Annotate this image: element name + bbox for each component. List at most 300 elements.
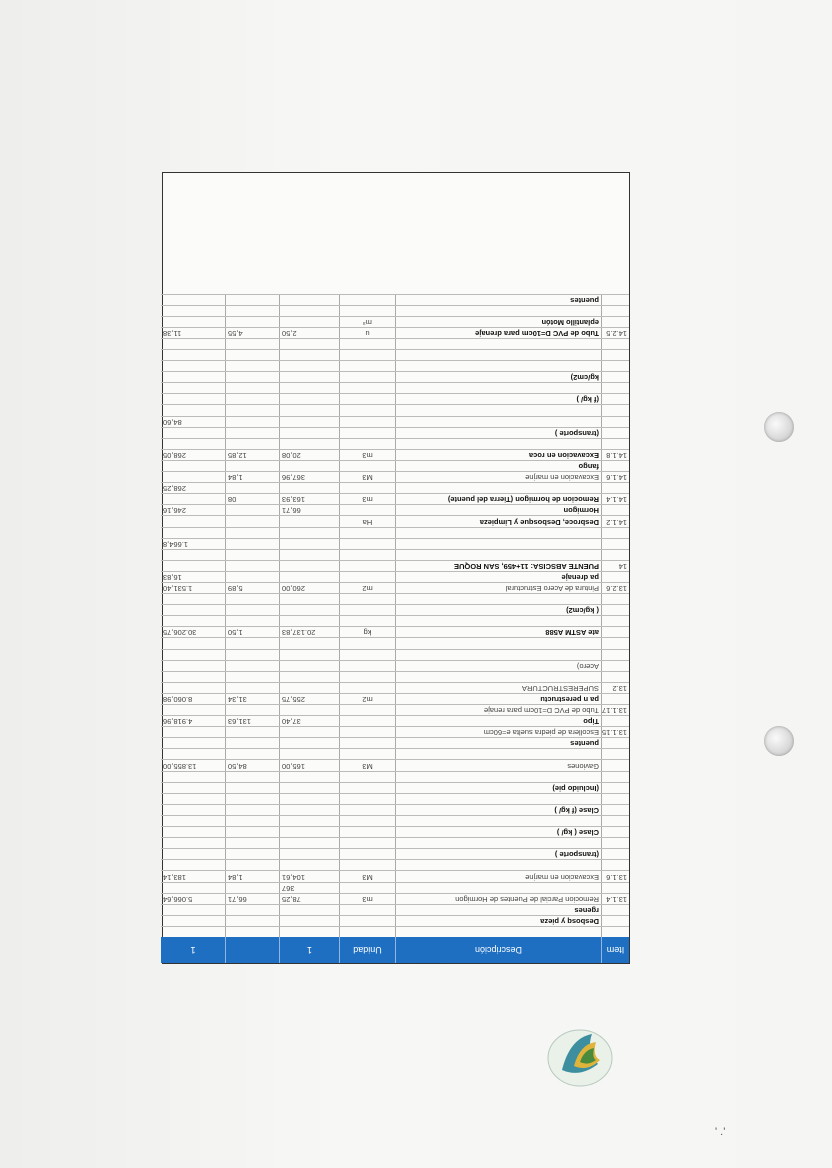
- table-row: [161, 848, 629, 859]
- item-cell: [601, 883, 629, 893]
- item-cell: [601, 761, 629, 771]
- unit-cell: [339, 483, 395, 493]
- total-cell: [161, 683, 225, 693]
- unit-price-cell: [225, 827, 279, 837]
- total-cell: [161, 295, 225, 305]
- description-cell: (transporte ): [395, 849, 601, 859]
- total-cell: [161, 406, 225, 416]
- quantity-cell: [279, 394, 339, 404]
- unit-cell: [339, 394, 395, 404]
- unit-price-cell: [225, 616, 279, 626]
- unit-price-cell: [225, 461, 279, 471]
- unit-price-cell: 08: [225, 494, 279, 504]
- table-row: [161, 882, 629, 893]
- description-cell: [395, 306, 601, 316]
- description-cell: puentes: [395, 295, 601, 305]
- total-cell: [161, 827, 225, 837]
- unit-cell: [339, 916, 395, 926]
- description-cell: Tipo: [395, 716, 601, 726]
- unit-price-cell: [225, 650, 279, 660]
- description-cell: [395, 406, 601, 416]
- quantity-cell: 20.137,83: [279, 627, 339, 637]
- item-cell: 14.1.4: [601, 494, 629, 504]
- unit-price-cell: [225, 361, 279, 371]
- unit-cell: [339, 295, 395, 305]
- unit-cell: [339, 361, 395, 371]
- item-cell: [601, 616, 629, 626]
- total-cell: [161, 672, 225, 682]
- total-cell: [161, 383, 225, 393]
- quantity-cell: [279, 539, 339, 549]
- unit-price-cell: [225, 516, 279, 526]
- punch-hole-upper: [764, 412, 794, 442]
- item-cell: [601, 838, 629, 848]
- quantity-cell: [279, 594, 339, 604]
- quantity-cell: [279, 794, 339, 804]
- table-row: [161, 804, 629, 815]
- item-cell: [601, 383, 629, 393]
- unit-cell: m3: [339, 494, 395, 504]
- total-cell: [161, 394, 225, 404]
- unit-cell: [339, 794, 395, 804]
- item-cell: [601, 816, 629, 826]
- unit-cell: [339, 716, 395, 726]
- description-cell: Gaviones: [395, 761, 601, 771]
- description-cell: [395, 439, 601, 449]
- total-cell: [161, 594, 225, 604]
- description-cell: SUPERESTRUCTURA: [395, 683, 601, 693]
- item-cell: [601, 605, 629, 615]
- description-cell: Tubo de PVC D=10cm para renaje: [395, 705, 601, 715]
- unit-price-cell: [225, 849, 279, 859]
- unit-cell: [339, 383, 395, 393]
- total-cell: [161, 883, 225, 893]
- table-row: [161, 571, 629, 582]
- description-cell: rgenes: [395, 905, 601, 915]
- quantity-cell: 78,25: [279, 894, 339, 904]
- unit-price-cell: 1,84: [225, 472, 279, 482]
- item-cell: 14.1.8: [601, 450, 629, 460]
- item-cell: [601, 716, 629, 726]
- unit-cell: [339, 528, 395, 538]
- total-cell: [161, 339, 225, 349]
- unit-cell: m2: [339, 583, 395, 593]
- quantity-cell: [279, 772, 339, 782]
- description-cell: [395, 339, 601, 349]
- total-cell: [161, 428, 225, 438]
- total-cell: [161, 772, 225, 782]
- item-cell: [601, 627, 629, 637]
- item-cell: [601, 572, 629, 582]
- unit-price-cell: [225, 672, 279, 682]
- quantity-cell: [279, 805, 339, 815]
- unit-cell: m3: [339, 894, 395, 904]
- unit-price-cell: 4,55: [225, 328, 279, 338]
- unit-cell: [339, 505, 395, 515]
- quantity-cell: 255,75: [279, 694, 339, 704]
- quantity-cell: [279, 428, 339, 438]
- unit-price-cell: [225, 550, 279, 560]
- punch-hole-lower: [764, 726, 794, 756]
- description-cell: [395, 594, 601, 604]
- budget-table: [162, 172, 630, 964]
- unit-price-cell: 12,85: [225, 450, 279, 460]
- unit-price-cell: [225, 816, 279, 826]
- table-row: [161, 327, 629, 338]
- item-cell: [601, 772, 629, 782]
- item-cell: [601, 417, 629, 427]
- description-cell: [395, 550, 601, 560]
- description-cell: [395, 417, 601, 427]
- total-cell: [161, 927, 225, 937]
- table-row: [161, 826, 629, 837]
- quantity-cell: [279, 783, 339, 793]
- unit-price-cell: [225, 683, 279, 693]
- unit-cell: [339, 339, 395, 349]
- unit-cell: [339, 439, 395, 449]
- description-cell: [395, 616, 601, 626]
- unit-cell: [339, 905, 395, 915]
- unit-price-cell: [225, 927, 279, 937]
- description-cell: [395, 672, 601, 682]
- item-cell: 14: [601, 561, 629, 571]
- description-cell: [395, 539, 601, 549]
- unit-price-cell: [225, 339, 279, 349]
- description-cell: (transporte ): [395, 428, 601, 438]
- unit-cell: [339, 727, 395, 737]
- table-row: [161, 760, 629, 771]
- description-cell: [395, 883, 601, 893]
- unit-cell: M3: [339, 761, 395, 771]
- table-row: [161, 926, 629, 937]
- total-cell: [161, 516, 225, 526]
- description-cell: ate ASTM A588: [395, 627, 601, 637]
- total-cell: 8.060,98: [163, 695, 193, 705]
- unit-price-cell: 5,89: [225, 583, 279, 593]
- description-cell: Escollera de piedra suelta e=60cm: [395, 727, 601, 737]
- unit-cell: [339, 772, 395, 782]
- unit-price-cell: [225, 705, 279, 715]
- total-cell: [161, 361, 225, 371]
- item-cell: 14.1.2: [601, 516, 629, 526]
- unit-price-cell: [225, 306, 279, 316]
- unit-price-cell: [225, 417, 279, 427]
- total-cell: 1.664,8: [163, 539, 189, 549]
- quantity-cell: [279, 372, 339, 382]
- description-cell: Desbosq y pieza: [395, 916, 601, 926]
- table-row: [161, 682, 629, 693]
- unit-cell: [339, 650, 395, 660]
- unit-price-cell: 66,71: [225, 894, 279, 904]
- quantity-cell: [279, 816, 339, 826]
- unit-cell: [339, 672, 395, 682]
- quantity-cell: [279, 561, 339, 571]
- unit-cell: [339, 461, 395, 471]
- item-cell: [601, 860, 629, 870]
- total-cell: [161, 905, 225, 915]
- total-cell: [161, 783, 225, 793]
- table-row: [161, 382, 629, 393]
- unit-price-cell: [225, 350, 279, 360]
- unit-cell: [339, 406, 395, 416]
- unit-cell: [339, 816, 395, 826]
- unit-cell: m3: [339, 450, 395, 460]
- unit-price-cell: [225, 572, 279, 582]
- unit-price-cell: [225, 317, 279, 327]
- unit-price-cell: [225, 838, 279, 848]
- total-cell: 268,25: [163, 484, 186, 494]
- quantity-cell: 367: [279, 883, 339, 893]
- item-cell: [601, 528, 629, 538]
- description-cell: pa n perestructu: [395, 694, 601, 704]
- header-item: Item: [601, 937, 629, 963]
- table-row: [161, 615, 629, 626]
- item-cell: [601, 394, 629, 404]
- company-logo-icon: [540, 1020, 620, 1090]
- quantity-cell: [279, 638, 339, 648]
- quantity-cell: [279, 350, 339, 360]
- quantity-cell: [279, 827, 339, 837]
- description-cell: Clase ( kg/ ): [395, 827, 601, 837]
- unit-price-cell: [225, 505, 279, 515]
- item-cell: [601, 694, 629, 704]
- unit-cell: [339, 550, 395, 560]
- table-row: [161, 815, 629, 826]
- description-cell: eplantillo Motón: [395, 317, 601, 327]
- table-row: [161, 693, 629, 704]
- total-cell: [161, 705, 225, 715]
- unit-price-cell: [225, 439, 279, 449]
- quantity-cell: 260,00: [279, 583, 339, 593]
- table-row: [161, 316, 629, 327]
- description-cell: [395, 650, 601, 660]
- quantity-cell: 2,50: [279, 328, 339, 338]
- table-row: [161, 637, 629, 648]
- table-row: [161, 504, 629, 515]
- unit-cell: [339, 372, 395, 382]
- unit-price-cell: [225, 794, 279, 804]
- unit-cell: [339, 539, 395, 549]
- unit-price-cell: 31,34: [225, 694, 279, 704]
- quantity-cell: [279, 727, 339, 737]
- table-row: [161, 915, 629, 926]
- unit-price-cell: [225, 372, 279, 382]
- total-cell: [161, 738, 225, 748]
- quantity-cell: [279, 317, 339, 327]
- unit-cell: [339, 860, 395, 870]
- table-row: [161, 737, 629, 748]
- item-cell: [601, 794, 629, 804]
- total-cell: [161, 372, 225, 382]
- description-cell: kg/cm2): [395, 372, 601, 382]
- unit-price-cell: 84,50: [225, 761, 279, 771]
- table-row: [161, 837, 629, 848]
- quantity-cell: [279, 306, 339, 316]
- quantity-cell: [279, 738, 339, 748]
- total-cell: 11,38: [163, 328, 182, 338]
- total-cell: [161, 727, 225, 737]
- unit-cell: kg: [339, 627, 395, 637]
- description-cell: Desbroce, Desbosque y Limpieza: [395, 516, 601, 526]
- unit-cell: [339, 561, 395, 571]
- quantity-cell: [279, 295, 339, 305]
- unit-cell: [339, 883, 395, 893]
- table-row: [161, 771, 629, 782]
- description-cell: puentes: [395, 738, 601, 748]
- description-cell: Clase (f kg/ ): [395, 805, 601, 815]
- total-cell: [161, 650, 225, 660]
- quantity-cell: [279, 439, 339, 449]
- item-cell: [601, 550, 629, 560]
- description-cell: (f kg/ ): [395, 394, 601, 404]
- description-cell: [395, 638, 601, 648]
- total-cell: 16,83: [163, 573, 182, 582]
- total-cell: [161, 306, 225, 316]
- item-cell: [601, 406, 629, 416]
- unit-cell: [339, 738, 395, 748]
- unit-cell: M3: [339, 871, 395, 881]
- total-cell: 1.531,40: [163, 584, 193, 594]
- description-cell: Remocion de hormigon (Tierra del puente): [395, 494, 601, 504]
- unit-price-cell: [225, 638, 279, 648]
- table-row: [161, 460, 629, 471]
- item-cell: [601, 539, 629, 549]
- unit-cell: M3: [339, 472, 395, 482]
- quantity-cell: 37,40: [279, 716, 339, 726]
- total-cell: [161, 794, 225, 804]
- unit-cell: [339, 661, 395, 671]
- quantity-cell: [279, 339, 339, 349]
- table-row: [161, 726, 629, 737]
- total-cell: 246,16: [163, 506, 186, 516]
- quantity-cell: 104,61: [279, 871, 339, 881]
- total-cell: [161, 317, 225, 327]
- unit-cell: [339, 805, 395, 815]
- table-row: [161, 782, 629, 793]
- unit-price-cell: [225, 594, 279, 604]
- unit-price-cell: [225, 605, 279, 615]
- quantity-cell: [279, 650, 339, 660]
- unit-cell: [339, 306, 395, 316]
- quantity-cell: 20,08: [279, 450, 339, 460]
- total-cell: [161, 550, 225, 560]
- item-cell: [601, 439, 629, 449]
- unit-price-cell: [225, 916, 279, 926]
- unit-cell: [339, 594, 395, 604]
- item-cell: 14.2.5: [601, 328, 629, 338]
- quantity-cell: [279, 361, 339, 371]
- item-cell: 13.2.6: [601, 583, 629, 593]
- description-cell: PUENTE ABSCISA: 11+459, SAN ROQUE: [395, 561, 601, 571]
- table-row: [161, 449, 629, 460]
- header-total: 1: [190, 945, 196, 955]
- item-cell: [601, 827, 629, 837]
- description-cell: Excavacion en roca: [395, 450, 601, 460]
- unit-cell: Ha: [339, 516, 395, 526]
- table-row: [161, 527, 629, 538]
- header-unidad: Unidad: [339, 937, 395, 963]
- table-row: [161, 660, 629, 671]
- item-cell: [601, 805, 629, 815]
- description-cell: Excavacion en marjne: [395, 472, 601, 482]
- unit-cell: [339, 849, 395, 859]
- table-row: [161, 515, 629, 526]
- unit-price-cell: [225, 539, 279, 549]
- description-cell: Excavacion en marjne: [395, 871, 601, 881]
- table-row: [161, 416, 629, 427]
- quantity-cell: [279, 905, 339, 915]
- quantity-cell: 163,93: [279, 494, 339, 504]
- unit-cell: [339, 927, 395, 937]
- table-row: [161, 649, 629, 660]
- unit-price-cell: 1,84: [225, 871, 279, 881]
- item-cell: [601, 638, 629, 648]
- unit-price-cell: [225, 905, 279, 915]
- total-cell: [161, 849, 225, 859]
- table-row: [161, 338, 629, 349]
- description-cell: Hormigon: [395, 505, 601, 515]
- unit-price-cell: [225, 428, 279, 438]
- unit-price-cell: [225, 528, 279, 538]
- table-row: [161, 438, 629, 449]
- unit-price-cell: [225, 805, 279, 815]
- item-cell: [601, 428, 629, 438]
- description-cell: [395, 749, 601, 759]
- description-cell: [395, 927, 601, 937]
- budget-table-region: [162, 172, 630, 964]
- corner-mark: ' .': [715, 1126, 726, 1138]
- item-cell: [601, 483, 629, 493]
- quantity-cell: [279, 749, 339, 759]
- description-cell: Remocion Parcial de Puentes de Hormigon: [395, 894, 601, 904]
- unit-cell: m2: [339, 694, 395, 704]
- unit-price-cell: [225, 772, 279, 782]
- total-cell: 13.855,00: [163, 761, 197, 771]
- description-cell: [395, 528, 601, 538]
- quantity-cell: [279, 483, 339, 493]
- header-cantidad: 1: [279, 937, 339, 963]
- total-cell: [161, 816, 225, 826]
- description-cell: (Incluido pie): [395, 783, 601, 793]
- item-cell: [601, 916, 629, 926]
- unit-cell: [339, 683, 395, 693]
- unit-cell: [339, 827, 395, 837]
- item-cell: [601, 661, 629, 671]
- unit-cell: m³: [339, 317, 395, 327]
- item-cell: 13.2: [601, 683, 629, 693]
- table-row: [161, 626, 629, 637]
- table-row: [161, 349, 629, 360]
- unit-price-cell: [225, 727, 279, 737]
- unit-price-cell: [225, 749, 279, 759]
- quantity-cell: [279, 516, 339, 526]
- unit-price-cell: [225, 406, 279, 416]
- description-cell: [395, 838, 601, 848]
- item-cell: [601, 905, 629, 915]
- description-cell: [395, 483, 601, 493]
- quantity-cell: [279, 683, 339, 693]
- description-cell: [395, 361, 601, 371]
- total-cell: 84,60: [163, 417, 182, 427]
- item-cell: [601, 594, 629, 604]
- total-cell: 5.066,64: [163, 894, 193, 904]
- item-cell: [601, 749, 629, 759]
- table-row: [161, 405, 629, 416]
- table-row: [161, 582, 629, 593]
- quantity-cell: [279, 672, 339, 682]
- unit-price-cell: [225, 483, 279, 493]
- item-cell: [601, 505, 629, 515]
